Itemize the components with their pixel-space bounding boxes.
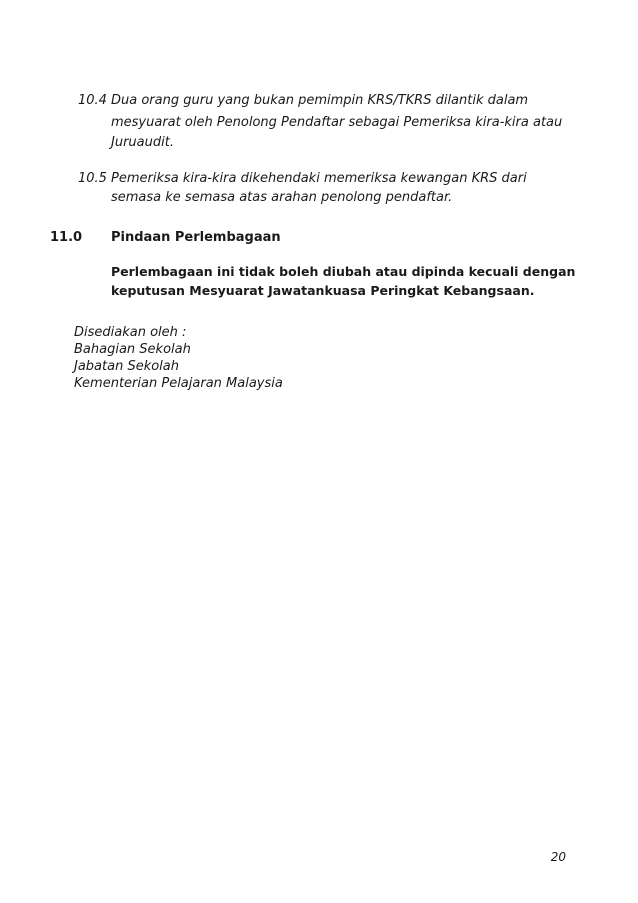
prepared-by-department: Jabatan Sekolah [74, 359, 180, 374]
section-number-11-0: 11.0 [50, 230, 83, 245]
section-11-body-line-1: Perlembagaan ini tidak boleh diubah atau dipinda kecuali dengan [111, 264, 576, 279]
section-title: Pindaan Perlembagaan [111, 230, 281, 245]
page-number: 20 [550, 850, 566, 864]
prepared-by-ministry: Kementerian Pelajaran Malaysia [74, 376, 283, 391]
item-10-4-line-1: Dua orang guru yang bukan pemimpin KRS/TKRS dilantik dalam [111, 93, 529, 108]
item-number-10-5: 10.5 [78, 171, 107, 186]
section-11-body-line-2: keputusan Mesyuarat Jawatankuasa Peringkat Kebangsaan. [111, 283, 535, 298]
item-10-5-line-1: Pemeriksa kira-kira dikehendaki memeriksa kewangan KRS dari [111, 171, 527, 186]
item-10-4-line-3: Juruaudit. [111, 135, 174, 150]
prepared-by-label: Disediakan oleh : [74, 325, 187, 340]
item-10-4-line-2: mesyuarat oleh Penolong Pendaftar sebagai Pemeriksa kira-kira atau [111, 115, 563, 130]
prepared-by-division: Bahagian Sekolah [74, 342, 191, 357]
item-10-5-line-2: semasa ke semasa atas arahan penolong pendaftar. [111, 190, 453, 205]
item-number-10-4: 10.4 [78, 93, 107, 108]
